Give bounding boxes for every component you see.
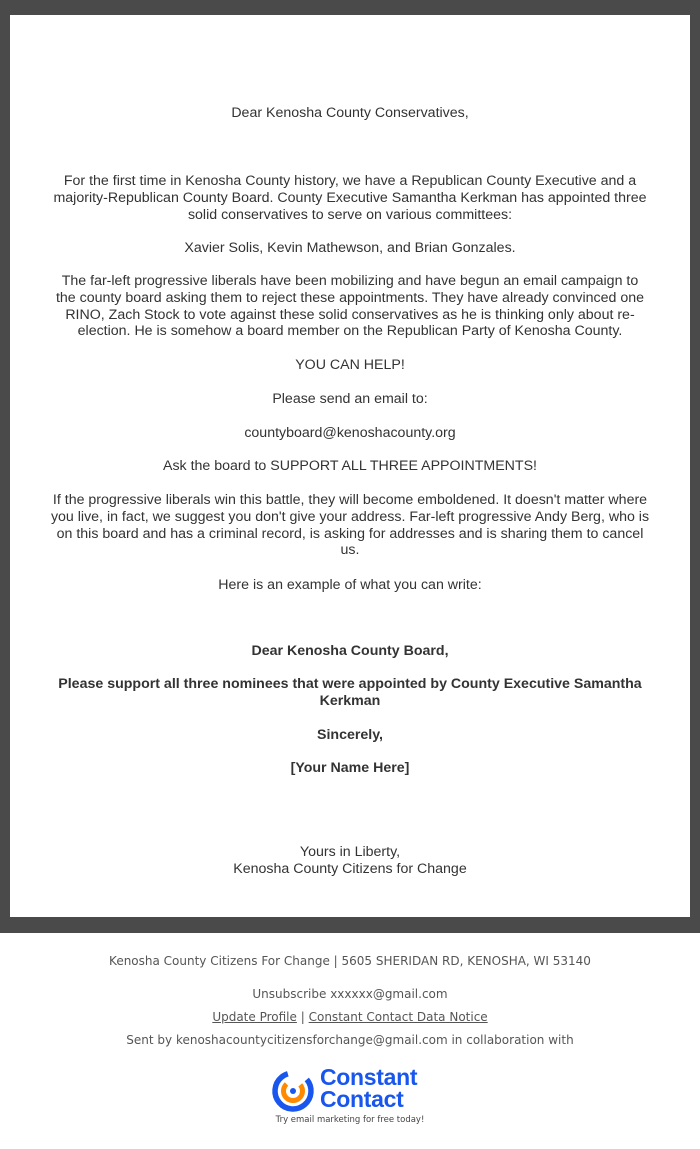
logo-word-constant: Constant (320, 1064, 418, 1090)
intro-paragraph: For the first time in Kenosha County history, we have a Republican County Executive and a majority-Republican County Board. County Executive Samantha Kerkman has appointed three solid conservatives to serve on various committees: (53, 173, 647, 223)
signature: Kenosha County Citizens for Change (233, 861, 467, 877)
example-intro: Here is an example of what you can write: (218, 577, 482, 593)
update-profile-link[interactable]: Update Profile (212, 1010, 297, 1024)
data-notice-link[interactable]: Constant Contact Data Notice (308, 1010, 488, 1024)
logo-tagline: Try email marketing for free today! (275, 1115, 425, 1125)
logo-word-contact: Contact (320, 1086, 404, 1112)
greeting: Dear Kenosha County Conservatives, (231, 105, 469, 121)
constant-contact-swirl-icon (270, 1066, 318, 1114)
signoff: Yours in Liberty, (299, 844, 401, 860)
board-email-address: countyboard@kenoshacounty.org (244, 425, 456, 441)
sent-by-line: Sent by kenoshacountycitizensforchange@gmail.com in collaboration with (126, 1033, 574, 1047)
unsubscribe-link[interactable]: Unsubscribe (252, 987, 327, 1001)
send-email-line: Please send an email to: (272, 391, 428, 407)
unsubscribe-line (0, 986, 700, 1002)
campaign-paragraph: The far-left progressive liberals have been mobilizing and have begun an email campaign to the county board asking them to reject these appointments. They have already convinced one RINO, Zach Stock to vote against these solid conservatives as he is thinking only about re-election. He is somehow a board member on the Republican Party of Kenosha County. (55, 273, 645, 340)
nominees-line: Xavier Solis, Kevin Mathewson, and Brian Gonzales. (184, 240, 516, 256)
sample-body: Please support all three nominees that were appointed by County Executive Samantha Kerkman (58, 676, 642, 709)
sample-name-placeholder: [Your Name Here] (290, 760, 410, 776)
warning-paragraph: If the progressive liberals win this battle, they will become emboldened. It doesn't matter where you live, in fact, we suggest you don't give your address. Far-left progressive Andy Berg, who is on this board and has a criminal record, is asking for addresses and is sharing them to cancel us. (50, 492, 650, 559)
footer-address: Kenosha County Citizens For Change | 5605 SHERIDAN RD, KENOSHA, WI 53140 (109, 954, 591, 968)
ask-board-line: Ask the board to SUPPORT ALL THREE APPOINTMENTS! (162, 458, 537, 474)
sample-closing: Sincerely, (317, 727, 383, 743)
unsubscribe-email: xxxxxx@gmail.com (330, 987, 448, 1001)
sample-salutation: Dear Kenosha County Board, (251, 643, 449, 659)
you-can-help: YOU CAN HELP! (295, 357, 405, 373)
profile-links-line (0, 1009, 700, 1025)
email-body-card (10, 15, 690, 917)
link-separator: | (300, 1010, 305, 1024)
